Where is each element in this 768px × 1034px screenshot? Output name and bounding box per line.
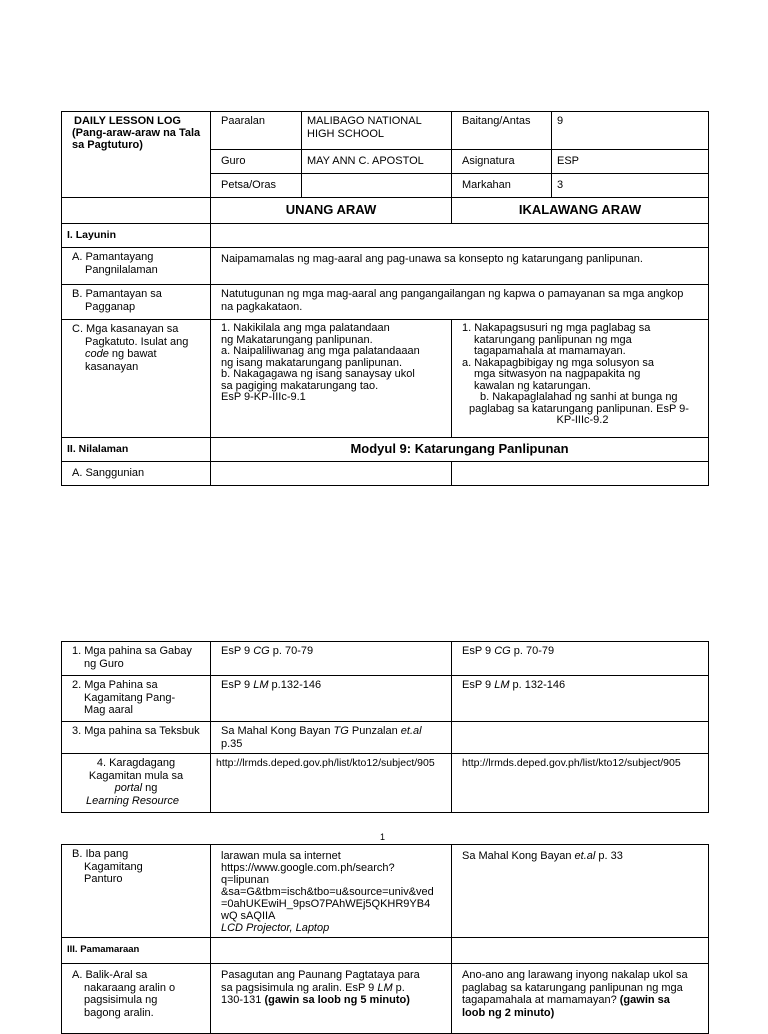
- balik-aral-day1: [211, 964, 452, 1034]
- text-line: Ano-ano ang larawang inyong nakalap ukol sa: [462, 969, 688, 981]
- balik-aral-label: [62, 964, 211, 1034]
- objective-line: sa pagiging makatarungang tao.: [221, 379, 379, 392]
- text-part: 130-131: [221, 994, 265, 1006]
- objective-line: ng isang makatarungang panlipunan.: [221, 356, 403, 369]
- text-part: LCD Projector, Laptop: [221, 922, 330, 934]
- lrmds-link-day2[interactable]: http://lrmds.deped.gov.ph/list/kto12/subject/905: [452, 754, 709, 813]
- kasanayan-day2: [452, 320, 709, 438]
- label-line: C. Mga kasanayan sa: [72, 323, 179, 335]
- lesson-log-table-top: [61, 111, 709, 486]
- objective-line: kawalan ng katarungan.: [474, 379, 591, 392]
- text-part: Learning Resource: [86, 794, 179, 807]
- empty-cell: [211, 938, 452, 964]
- paaralan-label: Paaralan: [211, 112, 302, 150]
- objective-line: paglabag sa katarungang panlipunan. EsP 9-: [469, 402, 689, 415]
- baitang-value: 9: [552, 112, 709, 150]
- page-number: 1: [380, 832, 386, 842]
- label-line: Mag aaral: [84, 704, 133, 716]
- guro-value: MAY ANN C. APOSTOL: [302, 150, 452, 174]
- time-note: (gawin sa: [619, 994, 670, 1006]
- text-part: Sa Mahal Kong Bayan: [221, 725, 334, 737]
- day1-header: UNANG ARAW: [211, 198, 452, 224]
- text-part: et.al: [574, 850, 596, 862]
- baitang-label: Baitang/Antas: [452, 112, 552, 150]
- text-line: larawan mula sa internet: [221, 850, 341, 862]
- kasanayan-day1: [211, 320, 452, 438]
- objective-line: mga sitwasyon na nagpapakita ng: [474, 368, 641, 380]
- text-part: CG: [253, 645, 270, 657]
- text-part: EsP 9: [462, 645, 495, 657]
- label-line: B. Iba pang: [72, 848, 129, 860]
- asignatura-label: Asignatura: [452, 150, 552, 174]
- teksbuk-day1: [211, 722, 452, 754]
- text-part: TG: [333, 725, 349, 737]
- balik-aral-day2: [452, 964, 709, 1034]
- text-line: na pagkakataon.: [221, 300, 303, 313]
- label-part: Pagkatuto. Isulat ang: [85, 335, 189, 348]
- text-line: Pasagutan ang Paunang Pagtataya para: [221, 969, 420, 981]
- label-line: Kagamitang: [84, 860, 143, 873]
- label-line: kasanayan: [85, 360, 139, 373]
- guro-label: Guro: [211, 150, 302, 174]
- empty-cell: [452, 722, 709, 754]
- objective-line: katarungang panlipunan ng mga: [474, 333, 632, 346]
- empty-cell: [62, 198, 211, 224]
- label-line: 4. Karagdagang: [96, 757, 176, 769]
- layunin-section: I. Layunin: [62, 224, 211, 248]
- text-part: p. 132-146: [509, 679, 566, 691]
- lrmds-link-day1[interactable]: http://lrmds.deped.gov.ph/list/kto12/subject/905: [211, 754, 452, 813]
- label-line: Pagganap: [85, 300, 136, 313]
- iba-pang-day1: [211, 845, 452, 938]
- text-part: LM: [253, 679, 269, 691]
- nilalaman-section: II. Nilalaman: [62, 438, 211, 462]
- gabay-guro-label: [62, 642, 211, 676]
- text-part: Sa Mahal Kong Bayan: [462, 850, 575, 862]
- text-part: EsP 9: [221, 645, 254, 657]
- text-part: p.: [392, 981, 405, 994]
- label-line: 2. Mga Pahina sa: [72, 679, 158, 691]
- sanggunian-label: A. Sanggunian: [62, 462, 211, 486]
- objective-line: EsP 9-KP-IIIc-9.1: [221, 391, 306, 403]
- text-line: [221, 982, 446, 995]
- text-part: tagapamahala at mamamayan?: [462, 994, 620, 1006]
- text-part: p. 70-79: [510, 645, 555, 657]
- petsa-value: [302, 174, 452, 198]
- resources-table: [61, 641, 709, 813]
- markahan-label: Markahan: [452, 174, 552, 198]
- log-title: DAILY LESSON LOG: [74, 115, 181, 127]
- kasanayan-label: [62, 320, 211, 438]
- text-part: p.35: [221, 737, 243, 750]
- objective-line: tagapamahala at mamamayan.: [474, 345, 626, 357]
- teksbuk-label: 3. Mga pahina sa Teksbuk: [62, 722, 211, 754]
- time-note: (gawin sa loob ng 5 minuto): [264, 994, 410, 1006]
- empty-cell: [452, 938, 709, 964]
- code-word: code: [85, 348, 109, 360]
- label-line: pagsisimula ng: [84, 994, 158, 1006]
- objective-line: b. Nakagagawa ng isang sanaysay ukol: [221, 368, 415, 380]
- text-line[interactable]: wQ sAQIIA: [221, 910, 276, 922]
- pamantayang-label: [62, 248, 211, 285]
- objective-line: a. Naipaliliwanag ang mga palatandaaan: [221, 345, 420, 357]
- text-part: LM: [494, 679, 510, 691]
- objective-line: ng Makatarungang panlipunan.: [221, 333, 373, 346]
- time-note: loob ng 2 minuto): [462, 1006, 555, 1019]
- text-part: p. 70-79: [269, 645, 314, 657]
- pamantayan-pagganap-label: [62, 285, 211, 320]
- karagdagang-kagamitan-label: [62, 754, 211, 813]
- text-line[interactable]: q=lipunan: [221, 874, 270, 886]
- label-line: A. Pamantayang: [72, 251, 154, 263]
- label-line: [67, 795, 205, 808]
- text-part: EsP 9: [462, 679, 495, 691]
- text-part: sa pagsisimula ng aralin. EsP 9: [221, 981, 378, 994]
- day2-header: IKALAWANG ARAW: [452, 198, 709, 224]
- markahan-value: 3: [552, 174, 709, 198]
- objective-line: 1. Nakikilala ang mga palatandaan: [221, 322, 390, 334]
- gabay-guro-day2: [452, 642, 709, 676]
- label-line: ng Guro: [84, 657, 124, 670]
- text-line: [462, 1007, 703, 1020]
- text-part: portal: [114, 782, 143, 794]
- empty-cell: [211, 224, 709, 248]
- log-subtitle: (Pang-araw-araw na Tala sa Pagtuturo): [72, 127, 201, 151]
- text-part: et.al: [400, 725, 422, 737]
- text-part: p.132-146: [268, 679, 322, 691]
- pamantayan-pagganap-text: [211, 285, 709, 320]
- text-part: Punzalan: [348, 725, 401, 737]
- modyul-title: Modyul 9: Katarungang Panlipunan: [211, 438, 709, 462]
- text-line: [221, 922, 446, 934]
- label-part: ng bawat: [108, 348, 157, 360]
- label-line: [72, 348, 205, 361]
- text-part: ng: [142, 782, 158, 794]
- text-part: p. 33: [595, 850, 623, 862]
- label-line: A. Balik-Aral sa: [72, 969, 148, 981]
- kagamitang-pang-mag-aaral-label: [62, 676, 211, 722]
- objective-line: b. Nakapaglalahad ng sanhi at bunga ng: [480, 391, 678, 403]
- label-line: 1. Mga pahina sa Gabay: [72, 645, 192, 657]
- label-line: [67, 782, 205, 795]
- paaralan-value: MALIBAGO NATIONAL HIGH SCHOOL: [302, 112, 452, 150]
- objective-line: 1. Nakapagsusuri ng mga paglabag sa: [462, 322, 651, 334]
- text-line: paglabag sa katarungang panlipunan ng mga: [462, 981, 683, 994]
- text-part: EsP 9: [221, 679, 254, 691]
- label-line: Kagamitang Pang-: [84, 691, 176, 704]
- pamantayang-text: Naipamamalas ng mag-aaral ang pag-unawa sa konsepto ng katarungang panlipunan.: [211, 248, 709, 285]
- text-line[interactable]: =0ahUKEwiH_9psO7PAhWEj5QKHR9YB4: [221, 898, 431, 910]
- label-line: Panturo: [84, 873, 123, 885]
- label-line: Kagamitan mula sa: [88, 769, 184, 782]
- iba-pang-day2: [452, 845, 709, 938]
- kagamitang-day1: [211, 676, 452, 722]
- petsa-label: Petsa/Oras: [211, 174, 302, 198]
- objective-line: KP-IIIc-9.2: [556, 414, 609, 426]
- empty-cell: [452, 462, 709, 486]
- objective-line: a. Nakapagbibigay ng mga solusyon sa: [462, 356, 655, 369]
- text-line: [221, 994, 446, 1007]
- pamamaraan-section: III. Pamamaraan: [62, 938, 211, 964]
- empty-cell: [211, 462, 452, 486]
- label-line: Pangnilalaman: [85, 263, 158, 276]
- label-line: bagong aralin.: [84, 1006, 154, 1019]
- label-line: [72, 336, 205, 349]
- label-line: B. Pamantayan sa: [72, 288, 162, 300]
- lesson-log-table-bottom: [61, 844, 709, 1034]
- text-line[interactable]: https://www.google.com.ph/search?: [221, 862, 395, 874]
- asignatura-value: ESP: [552, 150, 709, 174]
- text-line[interactable]: &sa=G&tbm=isch&tbo=u&source=univ&ved: [221, 886, 434, 898]
- text-part: CG: [494, 645, 511, 657]
- text-part: LM: [377, 981, 393, 994]
- text-line: Natutugunan ng mga mag-aaral ang pangangailangan ng kapwa o pamayanan sa mga angkop: [221, 288, 684, 300]
- label-line: nakaraang aralin o: [84, 981, 176, 994]
- iba-pang-kagamitan-label: [62, 845, 211, 938]
- log-title-cell: [62, 112, 211, 198]
- kagamitang-day2: [452, 676, 709, 722]
- text-line: [462, 994, 703, 1007]
- gabay-guro-day1: [211, 642, 452, 676]
